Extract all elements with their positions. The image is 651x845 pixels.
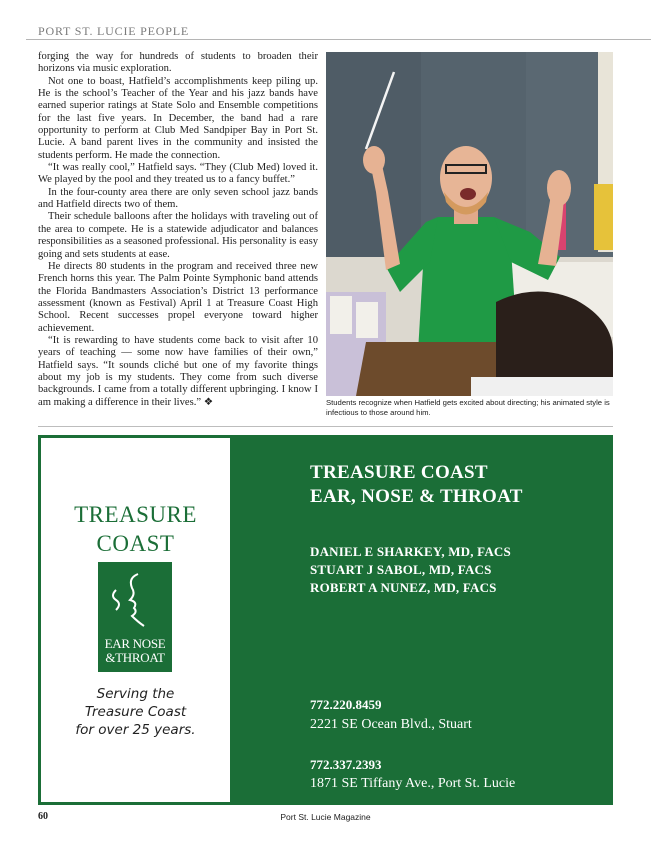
article-column (38, 51, 318, 409)
ent-logo (98, 562, 172, 672)
article-paragraph: “It is rewarding to have students come back to visit after 10 years of teaching — some now have families of their own,” Hatfield says. “It sounds cliché but one of my favorite things about my job is my students. They come from such diverse backgrounds. I came from a totally different upbringing. I know I am making a difference in their lives.” ❖ (38, 334, 318, 408)
practice-name-line2: EAR, NOSE & THROAT (310, 486, 523, 507)
practice-name (310, 461, 523, 509)
logo-ent-line1: EAR NOSE (104, 636, 166, 651)
logo-ent-line2: &THROAT (105, 650, 165, 665)
office-address: 2221 SE Ocean Blvd., Stuart (310, 717, 472, 732)
logo-panel (41, 438, 230, 802)
practice-name-line1: TREASURE COAST (310, 462, 488, 483)
photo-caption: Students recognize when Hatfield gets excited about directing; his animated style is infectious to those around him. (326, 398, 610, 417)
article-paragraph: forging the way for hundreds of students to broaden their horizons via music exploration. (38, 51, 318, 75)
logo-title-line2: COAST (96, 531, 175, 556)
article-paragraph: “It was really cool,” Hatfield says. “They (Club Med) loved it. We played by the pool and they treated us to a fancy buffet.” (38, 162, 318, 186)
phone-number[interactable]: 772.220.8459 (310, 697, 382, 712)
office-address: 1871 SE Tiffany Ave., Port St. Lucie (310, 776, 516, 791)
doctor-name: STUART J SABOL, MD, FACS (310, 562, 492, 577)
article-paragraph: In the four-county area there are only seven school jazz bands and Hatfield directs two of them. (38, 186, 318, 211)
section-divider (38, 426, 613, 427)
serving-line: Treasure Coast (84, 704, 187, 720)
header-rule (26, 39, 651, 40)
ent-advertisement (38, 435, 613, 805)
section-header: PORT ST. LUCIE PEOPLE (38, 24, 189, 38)
conductor-photo (326, 52, 613, 396)
conductor-illustration (326, 52, 613, 396)
face-profile-icon (108, 570, 162, 632)
serving-line: for over 25 years. (75, 722, 196, 738)
doctor-name: DANIEL E SHARKEY, MD, FACS (310, 544, 511, 559)
phone-number[interactable]: 772.337.2393 (310, 757, 382, 772)
doctor-list (310, 543, 511, 597)
logo-title-line1: TREASURE (74, 502, 197, 527)
serving-line: Serving the (96, 686, 175, 702)
article-paragraph: Not one to boast, Hatfield’s accomplishments keep piling up. He is the school’s Teacher of the Year and his jazz bands have earned superior ratings at State Solo and Ensemble competitions for the last five years. In December, the band had a rare opportunity to perform at Club Med Sandpiper Bay in Port St. Lucie. A band parent lives in the community and insisted the students perform. He made the connection. (38, 75, 318, 161)
article-paragraph: Their schedule balloons after the holidays with traveling out of the area to compete. He is a statewide adjudicator and balances responsibilities as a seasoned professional. His personality is easy going and sets students at ease. (38, 211, 318, 260)
article-paragraph: He directs 80 students in the program and received three new French horns this year. The Palm Pointe Symphonic band attends the Florida Bandmasters Association’s District 13 performance assessment (known as Festival) April 1 at Treasure Coast High School. Recent successes propel everyone toward higher achievement. (38, 260, 318, 334)
serving-tagline (41, 685, 230, 739)
doctor-name: ROBERT A NUNEZ, MD, FACS (310, 580, 497, 595)
magazine-title: Port St. Lucie Magazine (280, 812, 371, 822)
page-number: 60 (38, 811, 48, 822)
